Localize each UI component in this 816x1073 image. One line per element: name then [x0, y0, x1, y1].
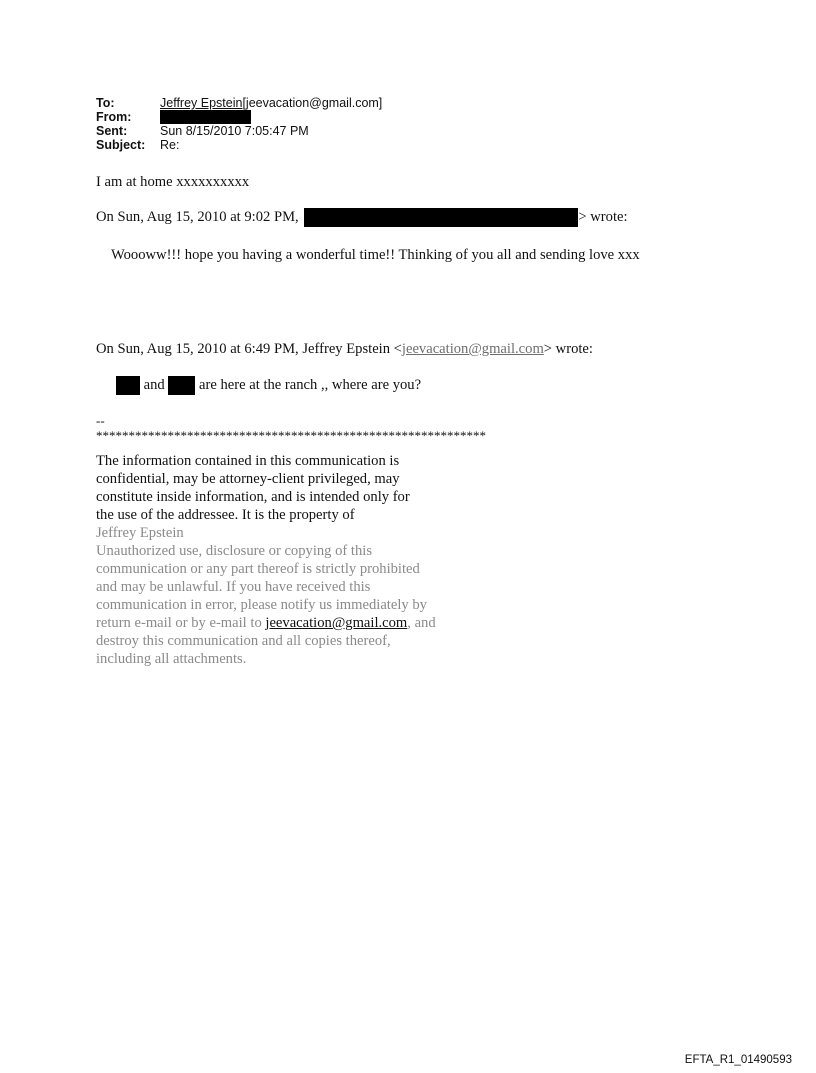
signature-dashes: -- — [96, 413, 105, 428]
quote2-prefix: On Sun, Aug 15, 2010 at 6:49 PM, Jeffrey Epstein < — [96, 341, 402, 357]
disclaimer — [96, 452, 436, 668]
redaction-box — [304, 208, 578, 227]
disclaimer-line: confidential, may be attorney-client privileged, may — [96, 471, 400, 487]
quote2-attribution — [96, 341, 593, 358]
disclaimer-line: and may be unlawful. If you have received this — [96, 579, 371, 595]
quote2-email-link[interactable]: jeevacation@gmail.com — [401, 341, 544, 357]
return-suffix: , and — [407, 615, 436, 631]
disclaimer-line: Unauthorized use, disclosure or copying of this — [96, 543, 373, 559]
redaction-box — [168, 376, 195, 395]
subject-label: Subject: — [96, 138, 146, 152]
signature-stars: ************************************************************ — [96, 428, 486, 443]
from-row — [96, 110, 382, 124]
sent-label: Sent: — [96, 124, 128, 138]
disclaimer-return-line — [96, 614, 436, 632]
disclaimer-line: communication in error, please notify us immediately by — [96, 597, 427, 613]
disclaimer-line: including all attachments. — [96, 651, 247, 667]
disclaimer-line: constitute inside information, and is intended only for — [96, 489, 410, 505]
quote2-and: and — [143, 376, 165, 393]
to-row — [96, 96, 382, 110]
document-id: EFTA_R1_01490593 — [684, 1054, 792, 1066]
return-email-link[interactable]: jeevacation@gmail.com — [265, 615, 408, 631]
quote1-prefix: On Sun, Aug 15, 2010 at 9:02 PM, — [96, 208, 299, 225]
quote1-attribution — [96, 208, 628, 227]
quote2-suffix: > wrote: — [543, 341, 593, 357]
disclaimer-line: the use of the addressee. It is the property of — [96, 507, 355, 523]
sent-row — [96, 124, 382, 138]
quote1-text: Woooww!!! hope you having a wonderful time!! Thinking of you all and sending love xxx — [111, 247, 640, 263]
disclaimer-line: destroy this communication and all copies thereof, — [96, 633, 391, 649]
disclaimer-line: communication or any part thereof is strictly prohibited — [96, 561, 420, 577]
to-value — [160, 96, 382, 110]
to-name[interactable]: Jeffrey Epstein — [160, 96, 243, 110]
quote1-suffix: > wrote: — [578, 208, 628, 225]
sent-value: Sun 8/15/2010 7:05:47 PM — [160, 124, 309, 138]
disclaimer-line: The information contained in this communication is — [96, 453, 400, 469]
quote2-text — [116, 376, 421, 395]
from-label: From: — [96, 110, 132, 124]
redaction-box — [160, 110, 251, 124]
to-email: [jeevacation@gmail.com] — [242, 96, 383, 110]
to-label: To: — [96, 96, 115, 110]
disclaimer-line: Jeffrey Epstein — [96, 525, 184, 541]
subject-value: Re: — [160, 138, 180, 152]
return-prefix: return e-mail or by e-mail to — [96, 615, 266, 631]
quote2-rest: are here at the ranch ,, where are you? — [199, 376, 422, 393]
redaction-box — [116, 376, 140, 395]
reply-text: I am at home xxxxxxxxxx — [96, 174, 250, 190]
subject-row — [96, 138, 382, 152]
email-header — [96, 96, 382, 152]
